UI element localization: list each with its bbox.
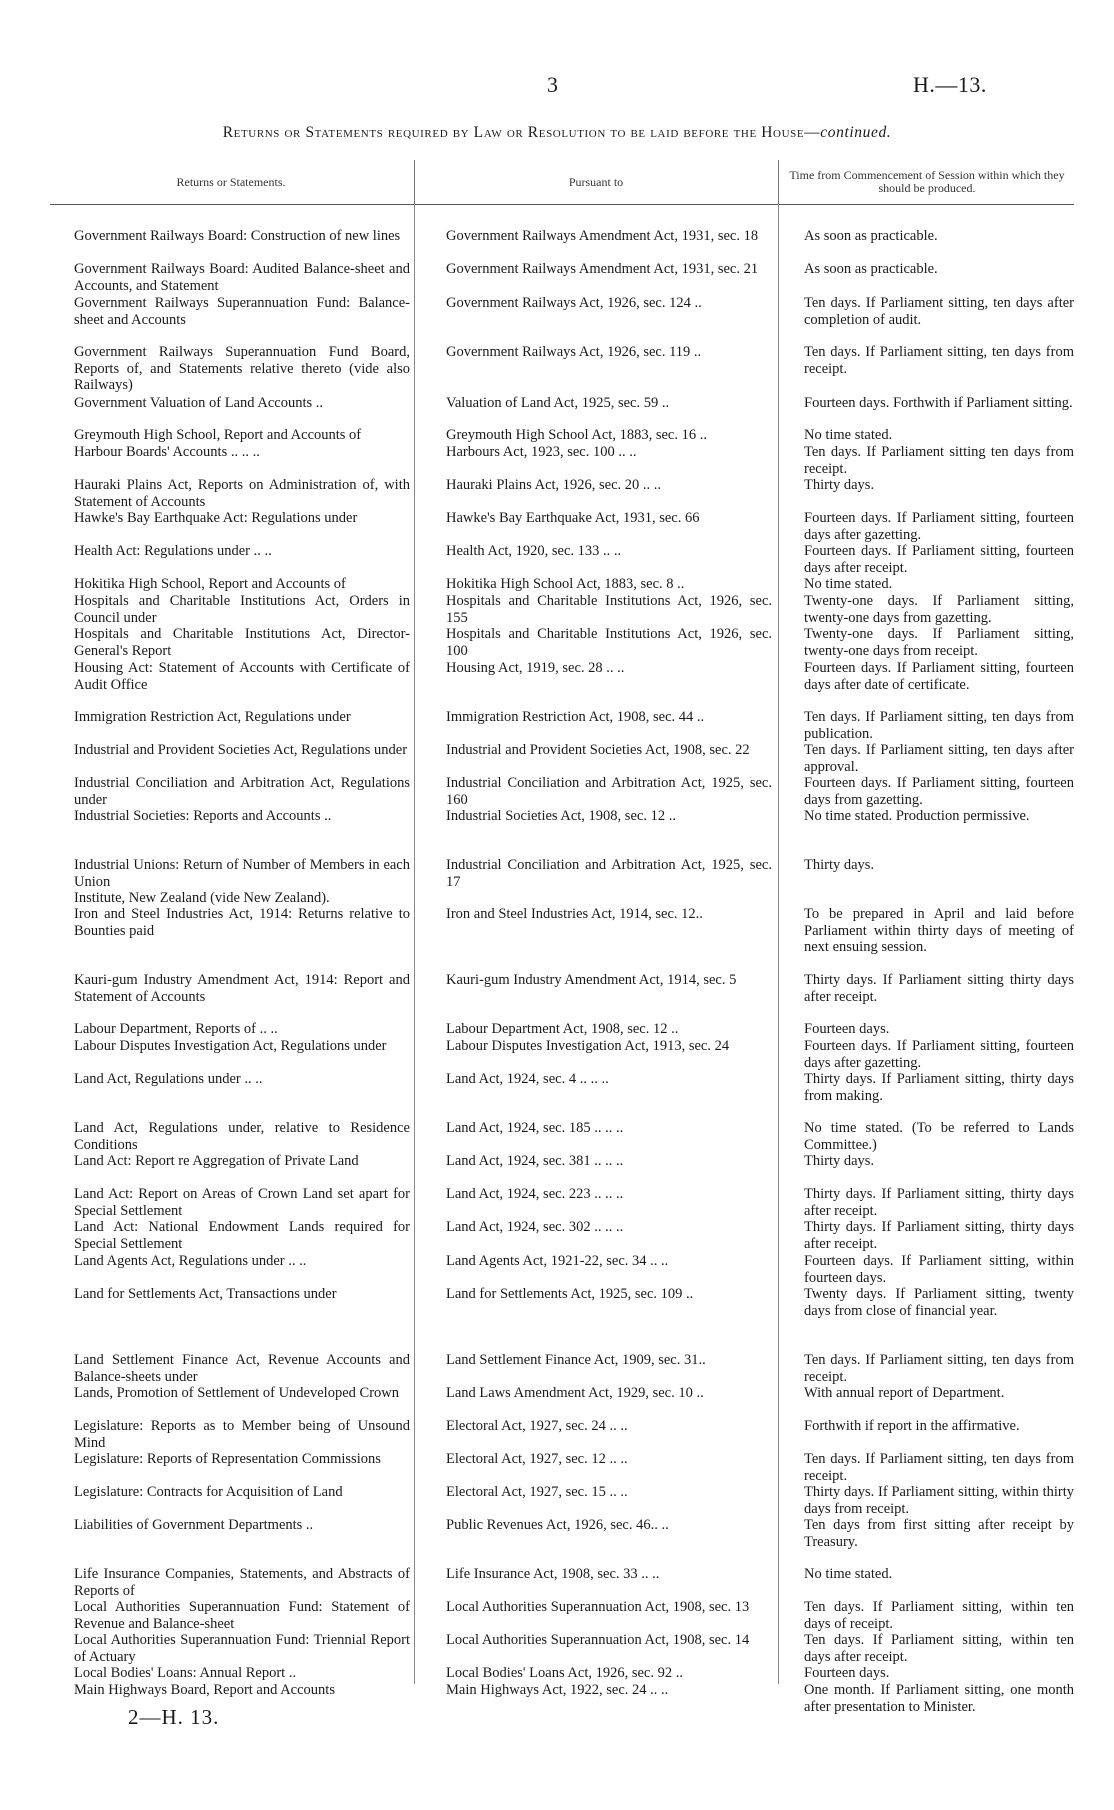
pursuant-cell xyxy=(422,808,772,825)
time-cell xyxy=(784,344,1074,377)
returns-cell-text: Land for Settlements Act, Transactions under xyxy=(74,1286,337,1302)
returns-cell-text: Hawke's Bay Earthquake Act: Regulations under xyxy=(74,510,358,526)
returns-cell xyxy=(50,1517,410,1534)
time-cell xyxy=(784,1219,1074,1252)
time-cell-text: Fourteen days. If Parliament sitting, fourteen days from gazetting. xyxy=(804,775,1074,808)
pursuant-cell-text: Main Highways Act, 1922, sec. 24 .. .. xyxy=(446,1682,669,1698)
returns-cell-text: Land Act: Report on Areas of Crown Land set apart for Special Settlement xyxy=(74,1186,410,1219)
pursuant-cell xyxy=(422,1120,772,1137)
time-cell xyxy=(784,1253,1074,1286)
pursuant-cell xyxy=(422,1286,772,1303)
returns-cell-text: Industrial and Provident Societies Act, Regulations under xyxy=(74,742,408,758)
time-cell xyxy=(784,857,1074,874)
returns-cell-text: Industrial Conciliation and Arbitration Act, Regulations under xyxy=(74,775,410,808)
returns-cell xyxy=(50,1665,410,1682)
time-cell-text: Forthwith if report in the affirmative. xyxy=(804,1418,1020,1434)
returns-cell-text: Iron and Steel Industries Act, 1914: Returns relative to Bounties paid xyxy=(74,906,410,939)
returns-cell-text: Life Insurance Companies, Statements, and Abstracts of Reports of xyxy=(74,1566,410,1599)
time-cell-text: Ten days. If Parliament sitting ten days from receipt. xyxy=(804,444,1074,477)
pursuant-cell xyxy=(422,295,772,312)
pursuant-cell xyxy=(422,1153,772,1170)
pursuant-cell xyxy=(422,1451,772,1468)
time-cell xyxy=(784,1352,1074,1385)
time-cell xyxy=(784,709,1074,742)
time-cell-text: As soon as practicable. xyxy=(804,261,938,277)
header-pursuant: Pursuant to xyxy=(414,160,777,204)
pursuant-cell xyxy=(422,444,772,461)
returns-cell xyxy=(50,228,410,245)
column-divider xyxy=(414,204,415,1684)
returns-cell-text: Hokitika High School, Report and Accounts of xyxy=(74,576,346,592)
time-cell xyxy=(784,1385,1074,1402)
time-cell xyxy=(784,1665,1074,1682)
pursuant-cell-text: Hokitika High School Act, 1883, sec. 8 .. xyxy=(446,576,685,592)
returns-cell xyxy=(50,660,410,693)
pursuant-cell-text: Hospitals and Charitable Institutions Act, 1926, sec. 155 xyxy=(446,593,772,626)
returns-cell xyxy=(50,261,410,294)
time-cell xyxy=(784,1286,1074,1319)
pursuant-cell-text: Government Railways Act, 1926, sec. 119 .. xyxy=(446,344,702,360)
returns-cell xyxy=(50,593,410,626)
returns-cell xyxy=(50,1599,410,1632)
pursuant-cell xyxy=(422,477,772,494)
pursuant-cell-text: Land Act, 1924, sec. 223 .. .. .. xyxy=(446,1186,624,1202)
pursuant-cell-text: Government Railways Amendment Act, 1931, sec. 21 xyxy=(446,261,759,277)
pursuant-cell xyxy=(422,1632,772,1649)
returns-cell xyxy=(50,1219,410,1252)
returns-cell-text: Labour Disputes Investigation Act, Regulations under xyxy=(74,1038,387,1054)
pursuant-cell xyxy=(422,427,772,444)
pursuant-cell-text: Kauri-gum Industry Amendment Act, 1914, sec. 5 xyxy=(446,972,737,988)
returns-cell-text: Hospitals and Charitable Institutions Act, Orders in Council under xyxy=(74,593,410,626)
returns-cell xyxy=(50,857,410,890)
time-cell xyxy=(784,775,1074,808)
time-cell xyxy=(784,808,1074,825)
returns-cell-text: Institute, New Zealand (vide New Zealand). xyxy=(74,890,330,906)
time-cell xyxy=(784,1021,1074,1038)
returns-cell xyxy=(50,1566,410,1599)
time-cell-text: Fourteen days. If Parliament sitting, within fourteen days. xyxy=(804,1253,1074,1286)
pursuant-cell-text: Local Bodies' Loans Act, 1926, sec. 92 .. xyxy=(446,1665,683,1681)
returns-cell xyxy=(50,477,410,510)
time-cell-text: Fourteen days. xyxy=(804,1021,890,1037)
pursuant-cell xyxy=(422,1517,772,1534)
time-cell-text: Ten days. If Parliament sitting, ten days from receipt. xyxy=(804,1352,1074,1385)
time-cell xyxy=(784,972,1074,1005)
time-cell-text: Twenty-one days. If Parliament sitting, twenty-one days from gazetting. xyxy=(804,593,1074,626)
pursuant-cell-text: Electoral Act, 1927, sec. 15 .. .. xyxy=(446,1484,628,1500)
time-cell-text: Fourteen days. If Parliament sitting, fourteen days after gazetting. xyxy=(804,510,1074,543)
pursuant-cell xyxy=(422,1352,772,1369)
header-returns: Returns or Statements. xyxy=(176,174,286,189)
returns-cell-text: Legislature: Reports of Representation Commissions xyxy=(74,1451,381,1467)
returns-cell xyxy=(50,510,410,527)
pursuant-cell-text: Harbours Act, 1923, sec. 100 .. .. xyxy=(446,444,637,460)
pursuant-cell xyxy=(422,1071,772,1088)
pursuant-cell-text: Land Act, 1924, sec. 4 .. .. .. xyxy=(446,1071,609,1087)
returns-cell xyxy=(50,626,410,659)
pursuant-cell-text: Labour Disputes Investigation Act, 1913, sec. 24 xyxy=(446,1038,730,1054)
pursuant-cell-text: Land Agents Act, 1921-22, sec. 34 .. .. xyxy=(446,1253,669,1269)
time-cell-text: No time stated. xyxy=(804,1566,893,1582)
time-cell xyxy=(784,593,1074,626)
time-cell-text: Thirty days. If Parliament sitting, within thirty days from receipt. xyxy=(804,1484,1074,1517)
returns-cell xyxy=(50,709,410,726)
returns-cell-text: Legislature: Contracts for Acquisition of Land xyxy=(74,1484,343,1500)
pursuant-cell xyxy=(422,626,772,659)
returns-cell-text: Kauri-gum Industry Amendment Act, 1914: Report and Statement of Accounts xyxy=(74,972,410,1005)
page-number: 3 xyxy=(547,72,558,97)
pursuant-cell-text: Industrial and Provident Societies Act, 1908, sec. 22 xyxy=(446,742,750,758)
pursuant-cell xyxy=(422,1385,772,1402)
returns-cell-text: Housing Act: Statement of Accounts with Certificate of Audit Office xyxy=(74,660,410,693)
title-text: Returns or Statements required by Law or Resolution to be laid before the House— xyxy=(222,124,821,141)
time-cell-text: Twenty-one days. If Parliament sitting, twenty-one days from receipt. xyxy=(804,626,1074,659)
pursuant-cell-text: Hospitals and Charitable Institutions Act, 1926, sec. 100 xyxy=(446,626,772,659)
time-cell xyxy=(784,1120,1074,1153)
title-continued: continued. xyxy=(820,124,892,141)
pursuant-cell xyxy=(422,1418,772,1435)
time-cell-text: Ten days. If Parliament sitting, ten days from receipt. xyxy=(804,1451,1074,1484)
time-cell xyxy=(784,1566,1074,1583)
returns-cell xyxy=(50,344,410,394)
returns-cell-text: Land Act: National Endowment Lands required for Special Settlement xyxy=(74,1219,410,1252)
time-cell-text: Ten days. If Parliament sitting, ten days after approval. xyxy=(804,742,1074,775)
pursuant-cell xyxy=(422,660,772,677)
pursuant-cell-text: Local Authorities Superannuation Act, 1908, sec. 13 xyxy=(446,1599,750,1615)
pursuant-cell xyxy=(422,709,772,726)
pursuant-cell-text: Hawke's Bay Earthquake Act, 1931, sec. 66 xyxy=(446,510,700,526)
time-cell xyxy=(784,1484,1074,1517)
time-cell xyxy=(784,1599,1074,1632)
returns-cell xyxy=(50,543,410,560)
pursuant-cell xyxy=(422,1665,772,1682)
returns-cell-text: Legislature: Reports as to Member being of Unsound Mind xyxy=(74,1418,410,1451)
returns-cell-text: Immigration Restriction Act, Regulations under xyxy=(74,709,351,725)
document-reference: H.—13. xyxy=(913,72,987,97)
time-cell-text: Thirty days. If Parliament sitting, thirty days from making. xyxy=(804,1071,1074,1104)
time-cell xyxy=(784,427,1074,444)
returns-cell xyxy=(50,1385,410,1402)
time-cell xyxy=(784,510,1074,543)
pursuant-cell-text: Electoral Act, 1927, sec. 24 .. .. xyxy=(446,1418,628,1434)
pursuant-cell xyxy=(422,510,772,527)
returns-cell-text: Government Railways Superannuation Fund: Balance-sheet and Accounts xyxy=(74,295,410,328)
returns-cell xyxy=(50,808,410,825)
returns-cell xyxy=(50,295,410,328)
returns-cell xyxy=(50,1071,410,1088)
time-cell xyxy=(784,1451,1074,1484)
time-cell xyxy=(784,626,1074,659)
time-cell-text: Ten days. If Parliament sitting, within ten days of receipt. xyxy=(804,1599,1074,1632)
time-cell xyxy=(784,543,1074,576)
time-cell xyxy=(784,477,1074,494)
returns-cell-text: Hospitals and Charitable Institutions Act, Director-General's Report xyxy=(74,626,410,659)
returns-cell-text: Land Act, Regulations under .. .. xyxy=(74,1071,263,1087)
time-cell xyxy=(784,1186,1074,1219)
time-cell xyxy=(784,742,1074,775)
returns-cell xyxy=(50,890,410,907)
pursuant-cell-text: Health Act, 1920, sec. 133 .. .. xyxy=(446,543,622,559)
pursuant-cell-text: Industrial Conciliation and Arbitration Act, 1925, sec. 160 xyxy=(446,775,772,808)
time-cell xyxy=(784,1632,1074,1665)
pursuant-cell-text: Hauraki Plains Act, 1926, sec. 20 .. .. xyxy=(446,477,662,493)
page-title xyxy=(0,124,1114,142)
time-cell-text: Ten days. If Parliament sitting, ten days after completion of audit. xyxy=(804,295,1074,328)
pursuant-cell xyxy=(422,1021,772,1038)
returns-cell xyxy=(50,1682,410,1699)
time-cell-text: Fourteen days. If Parliament sitting, fourteen days after receipt. xyxy=(804,543,1074,576)
pursuant-cell xyxy=(422,1253,772,1270)
pursuant-cell xyxy=(422,775,772,808)
returns-cell-text: Harbour Boards' Accounts .. .. .. xyxy=(74,444,260,460)
returns-cell-text: Land Act: Report re Aggregation of Private Land xyxy=(74,1153,359,1169)
table-header xyxy=(50,160,1074,205)
pursuant-cell-text: Life Insurance Act, 1908, sec. 33 .. .. xyxy=(446,1566,660,1582)
returns-cell xyxy=(50,395,410,412)
pursuant-cell-text: Government Railways Amendment Act, 1931, sec. 18 xyxy=(446,228,759,244)
time-cell xyxy=(784,576,1074,593)
pursuant-cell xyxy=(422,593,772,626)
time-cell-text: Fourteen days. If Parliament sitting, fourteen days after gazetting. xyxy=(804,1038,1074,1071)
pursuant-cell-text: Land Act, 1924, sec. 302 .. .. .. xyxy=(446,1219,624,1235)
time-cell-text: Ten days from first sitting after receipt by Treasury. xyxy=(804,1517,1074,1550)
pursuant-cell-text: Electoral Act, 1927, sec. 12 .. .. xyxy=(446,1451,628,1467)
time-cell-text: Fourteen days. xyxy=(804,1665,890,1681)
returns-cell-text: Hauraki Plains Act, Reports on Administration of, with Statement of Accounts xyxy=(74,477,410,510)
returns-cell xyxy=(50,1186,410,1219)
pursuant-cell-text: Land Act, 1924, sec. 381 .. .. .. xyxy=(446,1153,624,1169)
pursuant-cell-text: Labour Department Act, 1908, sec. 12 .. xyxy=(446,1021,679,1037)
header-time: Time from Commencement of Session within which they should be produced. xyxy=(778,160,1075,204)
time-cell-text: Thirty days. If Parliament sitting, thirty days after receipt. xyxy=(804,1219,1074,1252)
returns-cell-text: Local Bodies' Loans: Annual Report .. xyxy=(74,1665,297,1681)
time-cell xyxy=(784,1153,1074,1170)
time-cell-text: No time stated. Production permissive. xyxy=(804,808,1030,824)
time-cell-text: No time stated. xyxy=(804,576,893,592)
returns-cell-text: Local Authorities Superannuation Fund: Triennial Report of Actuary xyxy=(74,1632,410,1665)
pursuant-cell-text: Land for Settlements Act, 1925, sec. 109 .. xyxy=(446,1286,694,1302)
pursuant-cell-text: Public Revenues Act, 1926, sec. 46.. .. xyxy=(446,1517,669,1533)
time-cell xyxy=(784,395,1074,412)
time-cell xyxy=(784,228,1074,245)
time-cell-text: Thirty days. If Parliament sitting, thirty days after receipt. xyxy=(804,1186,1074,1219)
time-cell-text: Thirty days. xyxy=(804,1153,875,1169)
column-divider xyxy=(778,204,779,1684)
time-cell-text: Twenty days. If Parliament sitting, twenty days from close of financial year. xyxy=(804,1286,1074,1319)
returns-cell-text: Liabilities of Government Departments .. xyxy=(74,1517,314,1533)
returns-cell xyxy=(50,972,410,1005)
returns-cell-text: Greymouth High School, Report and Accounts of xyxy=(74,427,362,443)
time-cell xyxy=(784,1682,1074,1715)
pursuant-cell-text: Iron and Steel Industries Act, 1914, sec. 12.. xyxy=(446,906,703,922)
returns-cell-text: Government Railways Superannuation Fund Board, Reports of, and Statements relative thereto (vide also Railways) xyxy=(74,344,410,393)
pursuant-cell xyxy=(422,344,772,361)
pursuant-cell-text: Immigration Restriction Act, 1908, sec. 44 .. xyxy=(446,709,705,725)
returns-cell-text: Industrial Unions: Return of Number of Members in each Union xyxy=(74,857,410,890)
pursuant-cell xyxy=(422,1038,772,1055)
time-cell xyxy=(784,295,1074,328)
returns-cell-text: Health Act: Regulations under .. .. xyxy=(74,543,272,559)
returns-cell xyxy=(50,906,410,939)
pursuant-cell xyxy=(422,1566,772,1583)
time-cell xyxy=(784,261,1074,278)
pursuant-cell-text: Land Act, 1924, sec. 185 .. .. .. xyxy=(446,1120,624,1136)
time-cell xyxy=(784,906,1074,956)
pursuant-cell xyxy=(422,228,772,245)
returns-cell xyxy=(50,576,410,593)
pursuant-cell xyxy=(422,1599,772,1616)
pursuant-cell xyxy=(422,857,772,890)
time-cell xyxy=(784,1517,1074,1550)
time-cell xyxy=(784,1038,1074,1071)
pursuant-cell-text: Greymouth High School Act, 1883, sec. 16 .. xyxy=(446,427,707,443)
pursuant-cell xyxy=(422,1186,772,1203)
returns-cell xyxy=(50,775,410,808)
returns-cell-text: Main Highways Board, Report and Accounts xyxy=(74,1682,335,1698)
pursuant-cell xyxy=(422,1484,772,1501)
time-cell-text: As soon as practicable. xyxy=(804,228,938,244)
pursuant-cell xyxy=(422,972,772,989)
returns-cell xyxy=(50,742,410,759)
returns-cell-text: Labour Department, Reports of .. .. xyxy=(74,1021,278,1037)
pursuant-cell-text: Valuation of Land Act, 1925, sec. 59 .. xyxy=(446,395,670,411)
pursuant-cell xyxy=(422,1682,772,1699)
returns-cell xyxy=(50,427,410,444)
time-cell-text: Thirty days. If Parliament sitting thirty days after receipt. xyxy=(804,972,1074,1005)
time-cell-text: Ten days. If Parliament sitting, within ten days after receipt. xyxy=(804,1632,1074,1665)
pursuant-cell xyxy=(422,1219,772,1236)
returns-cell-text: Government Valuation of Land Accounts .. xyxy=(74,395,323,411)
returns-cell xyxy=(50,1120,410,1153)
pursuant-cell-text: Housing Act, 1919, sec. 28 .. .. xyxy=(446,660,625,676)
returns-cell xyxy=(50,1021,410,1038)
time-cell-text: To be prepared in April and laid before Parliament within thirty days of meeting of next ensuing session. xyxy=(804,906,1074,955)
returns-cell xyxy=(50,1352,410,1385)
returns-cell xyxy=(50,1153,410,1170)
pursuant-cell-text: Industrial Societies Act, 1908, sec. 12 .. xyxy=(446,808,676,824)
returns-cell-text: Land Act, Regulations under, relative to Residence Conditions xyxy=(74,1120,410,1153)
returns-cell xyxy=(50,1632,410,1665)
returns-cell xyxy=(50,1286,410,1303)
pursuant-cell-text: Industrial Conciliation and Arbitration Act, 1925, sec. 17 xyxy=(446,857,772,890)
time-cell-text: Fourteen days. If Parliament sitting, fourteen days after date of certificate. xyxy=(804,660,1074,693)
time-cell xyxy=(784,444,1074,477)
time-cell-text: Fourteen days. Forthwith if Parliament sitting. xyxy=(804,395,1073,411)
pursuant-cell-text: Land Settlement Finance Act, 1909, sec. 31.. xyxy=(446,1352,706,1368)
returns-cell xyxy=(50,444,410,461)
returns-cell-text: Industrial Societies: Reports and Accounts .. xyxy=(74,808,332,824)
time-cell-text: Thirty days. xyxy=(804,857,875,873)
pursuant-cell xyxy=(422,543,772,560)
time-cell xyxy=(784,1418,1074,1435)
time-cell xyxy=(784,660,1074,693)
returns-cell-text: Local Authorities Superannuation Fund: Statement of Revenue and Balance-sheet xyxy=(74,1599,410,1632)
returns-cell xyxy=(50,1484,410,1501)
pursuant-cell-text: Local Authorities Superannuation Act, 1908, sec. 14 xyxy=(446,1632,750,1648)
time-cell-text: No time stated. (To be referred to Lands Committee.) xyxy=(804,1120,1074,1153)
pursuant-cell-text: Government Railways Act, 1926, sec. 124 .. xyxy=(446,295,702,311)
returns-cell xyxy=(50,1253,410,1270)
time-cell-text: One month. If Parliament sitting, one month after presentation to Minister. xyxy=(804,1682,1074,1715)
pursuant-cell xyxy=(422,906,772,923)
pursuant-cell xyxy=(422,395,772,412)
time-cell-text: With annual report of Department. xyxy=(804,1385,1005,1401)
pursuant-cell xyxy=(422,742,772,759)
returns-cell-text: Land Agents Act, Regulations under .. .. xyxy=(74,1253,307,1269)
returns-cell xyxy=(50,1418,410,1451)
returns-cell-text: Government Railways Board: Construction of new lines xyxy=(74,228,401,244)
returns-cell xyxy=(50,1451,410,1468)
footer-signature: 2—H. 13. xyxy=(128,1705,220,1729)
returns-cell-text: Lands, Promotion of Settlement of Undeveloped Crown xyxy=(74,1385,399,1401)
time-cell-text: Ten days. If Parliament sitting, ten days from receipt. xyxy=(804,344,1074,377)
time-cell xyxy=(784,1071,1074,1104)
pursuant-cell xyxy=(422,576,772,593)
returns-cell-text: Land Settlement Finance Act, Revenue Accounts and Balance-sheets under xyxy=(74,1352,410,1385)
pursuant-cell-text: Land Laws Amendment Act, 1929, sec. 10 .. xyxy=(446,1385,704,1401)
pursuant-cell xyxy=(422,261,772,278)
time-cell-text: Thirty days. xyxy=(804,477,875,493)
returns-cell xyxy=(50,1038,410,1055)
returns-cell-text: Government Railways Board: Audited Balance-sheet and Accounts, and Statement xyxy=(74,261,410,294)
time-cell-text: No time stated. xyxy=(804,427,893,443)
time-cell-text: Ten days. If Parliament sitting, ten days from publication. xyxy=(804,709,1074,742)
